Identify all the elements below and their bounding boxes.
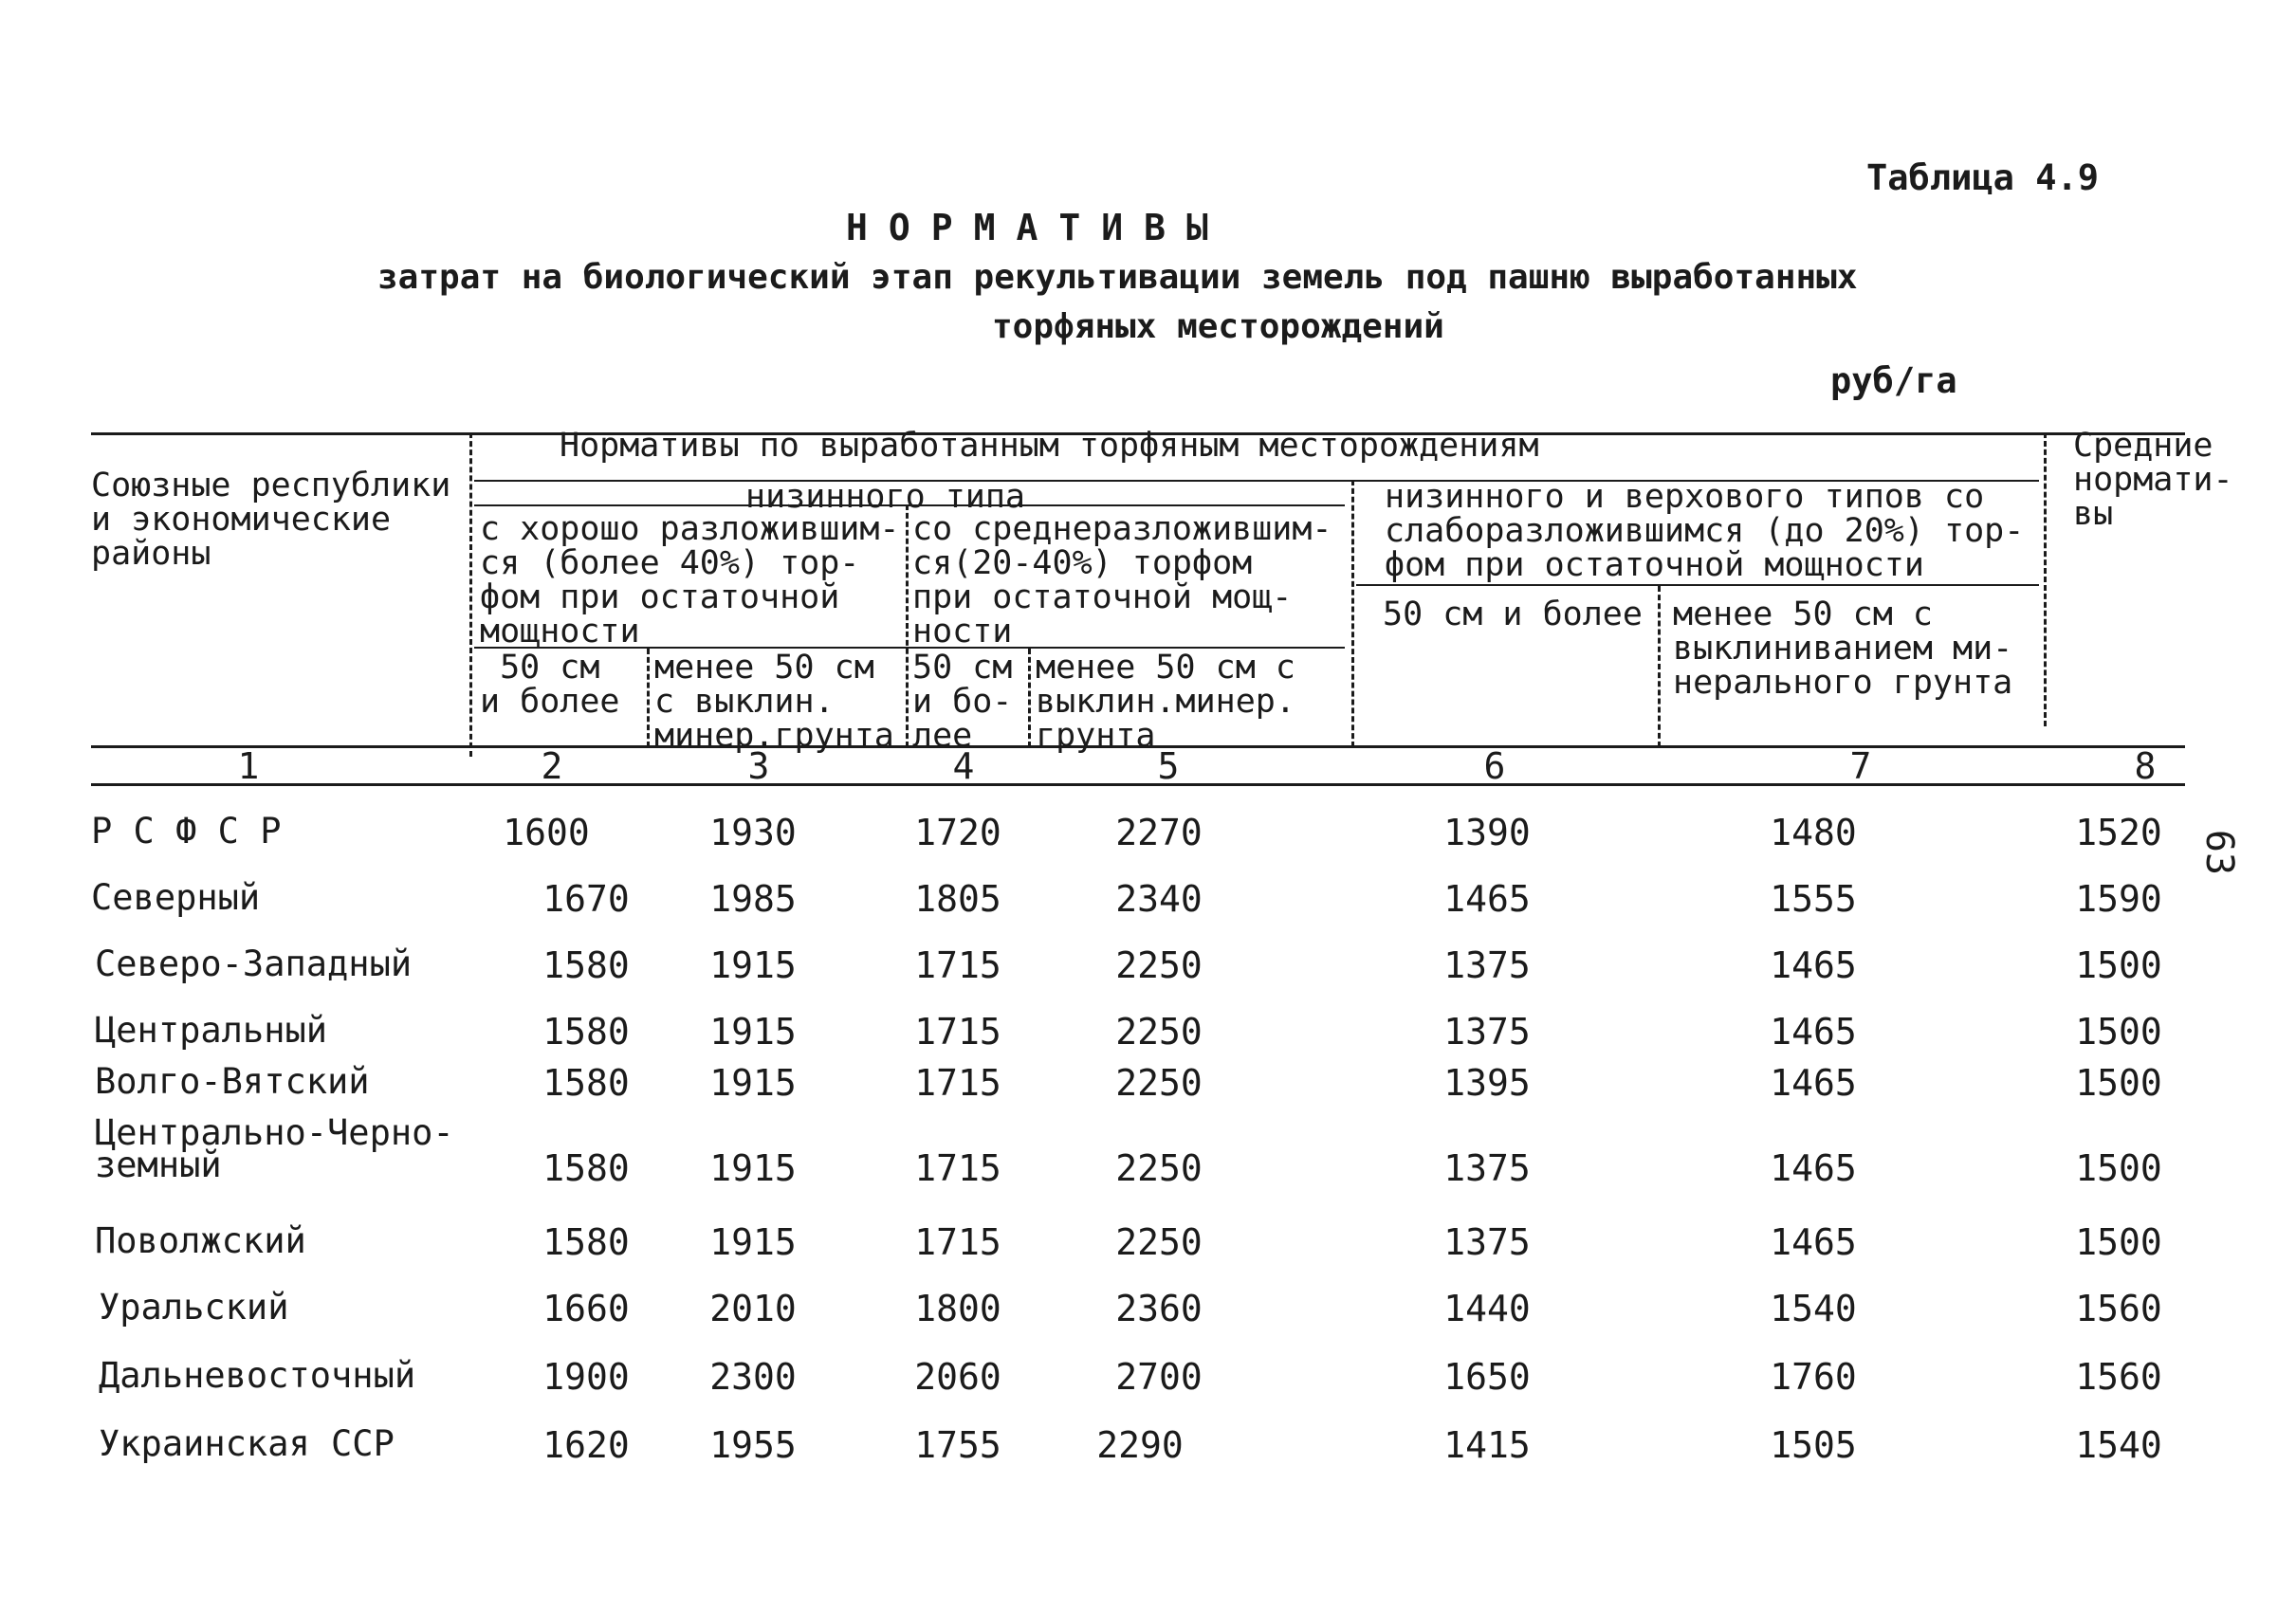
cell: 2300 [709,1356,797,1398]
cell: 1465 [1770,1062,1857,1104]
subtitle-line-1: затрат на биологический этап рекультивации земель под пашню выработанных [377,258,1858,297]
cell: 1915 [709,1221,797,1263]
cell: 1480 [1770,812,1857,853]
row-name-povolzhsky: Поволжский [95,1220,306,1261]
header-col2: 50 см и более [480,649,620,721]
cell: 1985 [709,878,797,920]
column-number-8: 8 [2134,745,2157,787]
cell: 1465 [1443,878,1531,920]
cell: 2270 [1115,812,1203,853]
units-label: руб/га [1830,360,1957,401]
cell: 1760 [1770,1356,1857,1398]
header-col7: менее 50 см с выклиниванием ми- нерального грунта [1673,595,2013,702]
row-name-centralno-chernozemny: Центрально-Черно- земный [95,1112,454,1185]
cell: 1915 [709,1062,797,1104]
subtitle-line-2: торфяных месторождений [992,307,1444,346]
header-group-main: Нормативы по выработанным торфяным месторождениям [560,427,1539,465]
cell: 1440 [1443,1288,1531,1329]
column-number-5: 5 [1157,745,1180,787]
cell: 1560 [2075,1288,2162,1329]
cell: 1520 [2075,812,2162,853]
cell: 1620 [542,1424,630,1466]
cell: 1415 [1443,1424,1531,1466]
divider-col7 [2044,432,2047,726]
cell: 1500 [2075,1062,2162,1104]
cell: 2700 [1115,1356,1203,1398]
cell: 1715 [914,944,1001,986]
cell: 1955 [709,1424,797,1466]
cell: 1660 [542,1288,630,1329]
row-name-volgo-vyatsky: Волго-Вятский [95,1061,370,1102]
row-name-severo-zapadny: Северо-Западный [95,943,413,984]
cell: 2250 [1115,1062,1203,1104]
cell: 1580 [542,1011,630,1053]
cell: 2010 [709,1288,797,1329]
divider-col4 [1028,649,1031,747]
cell: 2060 [914,1356,1001,1398]
cell: 1715 [914,1221,1001,1263]
cell: 2250 [1115,944,1203,986]
cell: 1915 [709,944,797,986]
row-name-centralny: Центральный [95,1010,328,1051]
cell: 1670 [542,878,630,920]
cell: 1500 [2075,1147,2162,1189]
row-name-rsfsr: Р С Ф С Р [91,811,282,852]
cell: 1555 [1770,878,1857,920]
cell: 1900 [542,1356,630,1398]
cell: 1580 [542,1147,630,1189]
cell: 1465 [1770,1221,1857,1263]
divider-col5 [1351,480,1354,747]
cell: 1465 [1770,1147,1857,1189]
cell: 1560 [2075,1356,2162,1398]
cell: 1580 [542,944,630,986]
cell: 1375 [1443,944,1531,986]
header-regions: Союзные республики и экономические районы [91,467,451,573]
column-number-2: 2 [541,745,563,787]
page-number: 63 [2197,829,2242,876]
cell: 1580 [542,1062,630,1104]
cell: 1590 [2075,878,2162,920]
cell: 1540 [1770,1288,1857,1329]
divider-col2 [647,649,650,747]
cell: 1915 [709,1011,797,1053]
cell: 1375 [1443,1147,1531,1189]
cell: 1755 [914,1424,1001,1466]
header-col8: Средние нормати- вы [2073,427,2233,533]
header-col6: 50 см и более [1383,595,1643,633]
header-col3: менее 50 см с выклин. минер.грунта [654,649,894,755]
cell: 1540 [2075,1424,2162,1466]
column-number-4: 4 [952,745,975,787]
cell: 2360 [1115,1288,1203,1329]
cell: 2250 [1115,1011,1203,1053]
cell: 1580 [542,1221,630,1263]
cell: 1500 [2075,1011,2162,1053]
header-well-decomposed: с хорошо разложившим- ся (более 40%) тор- фом при остаточной мощности [480,510,900,650]
cell: 1800 [914,1288,1001,1329]
cell: 1720 [914,812,1001,853]
row-name-uralsky: Уральский [99,1287,289,1328]
cell: 2250 [1115,1221,1203,1263]
cell: 2250 [1115,1147,1203,1189]
page-title: НОРМАТИВЫ [846,207,1229,248]
cell: 1805 [914,878,1001,920]
cell: 1375 [1443,1011,1531,1053]
cell: 1915 [709,1147,797,1189]
divider-col3 [906,504,909,747]
cell: 1465 [1770,1011,1857,1053]
header-medium-decomposed: со среднеразложившим- ся(20-40%) торфом при остаточной мощ- ности [912,510,1332,650]
cell: 1375 [1443,1221,1531,1263]
row-name-ukrainskaya-ssr: Украинская ССР [99,1423,395,1464]
header-col5: менее 50 см с выклин.минер. грунта [1036,649,1295,755]
cell: 1500 [2075,1221,2162,1263]
header-lowland-type: низинного типа [745,478,1026,516]
cell: 1390 [1443,812,1531,853]
cell: 2290 [1096,1424,1184,1466]
column-number-3: 3 [747,745,770,787]
row-name-severny: Северный [91,877,261,918]
column-number-6: 6 [1483,745,1506,787]
cell: 1650 [1443,1356,1531,1398]
header-lowland-and-upland: низинного и верхового типов со слаборазложившимся (до 20%) тор- фом при остаточной мощности [1385,478,2025,584]
cell: 1465 [1770,944,1857,986]
cell: 1715 [914,1147,1001,1189]
divider-col1 [469,432,472,757]
cell: 1395 [1443,1062,1531,1104]
divider-col6 [1658,586,1661,747]
column-number-7: 7 [1849,745,1872,787]
cell: 1500 [2075,944,2162,986]
cell: 1600 [503,812,590,853]
row-name-dalnevostochny: Дальневосточный [99,1355,416,1396]
cell: 1505 [1770,1424,1857,1466]
header-rule-col6-7 [1356,584,2039,586]
cell: 1715 [914,1011,1001,1053]
column-number-1: 1 [237,745,260,787]
cell: 1715 [914,1062,1001,1104]
table-label: Таблица 4.9 [1866,157,2100,198]
cell: 1930 [709,812,797,853]
cell: 2340 [1115,878,1203,920]
header-col4: 50 см и бо- лее [912,649,1013,755]
